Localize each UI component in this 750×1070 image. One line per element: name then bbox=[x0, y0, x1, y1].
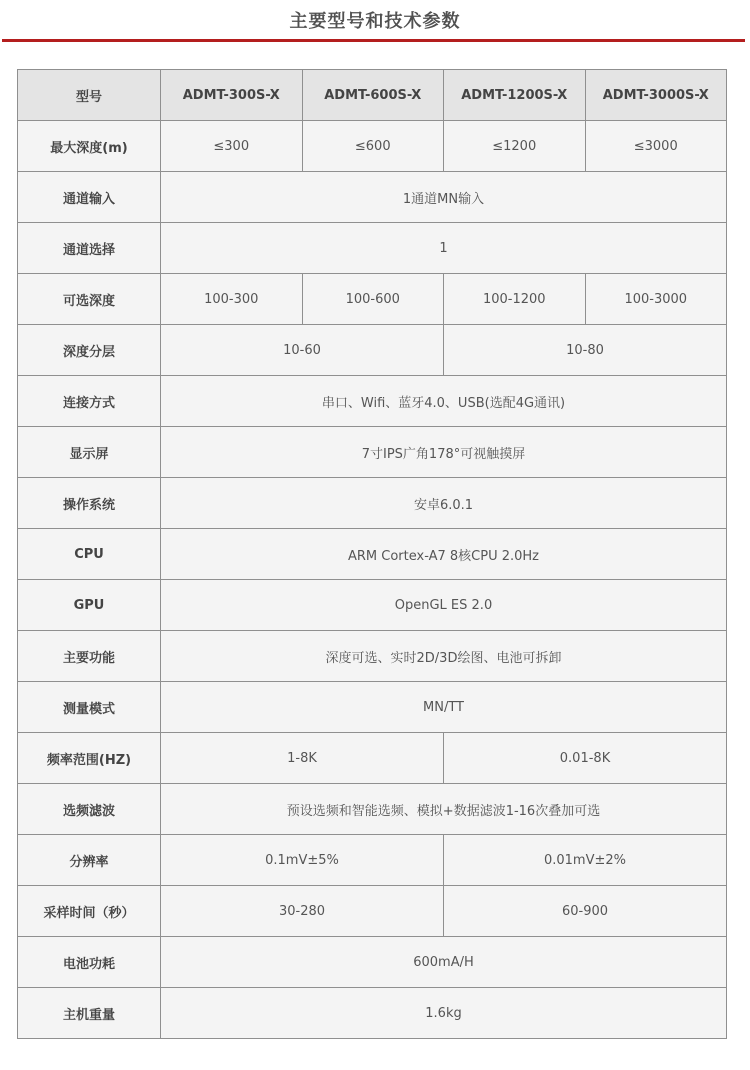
table-row bbox=[18, 478, 727, 529]
table-cell: 安卓6.0.1 bbox=[161, 478, 727, 529]
table-cell: 1.6kg bbox=[161, 988, 727, 1039]
row-label: 电池功耗 bbox=[18, 937, 161, 988]
table-cell: ≤600 bbox=[302, 121, 444, 172]
row-label: 最大深度(m) bbox=[18, 121, 161, 172]
table-row bbox=[18, 325, 727, 376]
header-model-cell: ADMT-3000S-X bbox=[585, 70, 727, 121]
table-row bbox=[18, 376, 727, 427]
row-label: 可选深度 bbox=[18, 274, 161, 325]
header-model-cell: ADMT-1200S-X bbox=[444, 70, 586, 121]
header-model-cell: ADMT-600S-X bbox=[302, 70, 444, 121]
row-label: 主机重量 bbox=[18, 988, 161, 1039]
row-label: GPU bbox=[18, 580, 161, 631]
table-cell: ARM Cortex-A7 8核CPU 2.0Hz bbox=[161, 529, 727, 580]
table-cell: 7寸IPS广角178°可视触摸屏 bbox=[161, 427, 727, 478]
table-cell: 1 bbox=[161, 223, 727, 274]
row-label: 测量模式 bbox=[18, 682, 161, 733]
table-cell: ≤300 bbox=[161, 121, 303, 172]
page-title: 主要型号和技术参数 bbox=[289, 11, 461, 32]
table-row bbox=[18, 427, 727, 478]
table-row bbox=[18, 529, 727, 580]
table-cell: 预设选频和智能选频、模拟+数据滤波1-16次叠加可选 bbox=[161, 784, 727, 835]
table-header-row bbox=[18, 70, 727, 121]
table-cell: OpenGL ES 2.0 bbox=[161, 580, 727, 631]
header-model-cell: ADMT-300S-X bbox=[161, 70, 303, 121]
table-cell: 100-600 bbox=[302, 274, 444, 325]
table-row bbox=[18, 223, 727, 274]
row-label: 分辨率 bbox=[18, 835, 161, 886]
row-label: 采样时间（秒） bbox=[18, 886, 161, 937]
table-cell: ≤3000 bbox=[585, 121, 727, 172]
table-row bbox=[18, 886, 727, 937]
table-row bbox=[18, 937, 727, 988]
table-row bbox=[18, 835, 727, 886]
table-cell: 30-280 bbox=[161, 886, 444, 937]
table-row bbox=[18, 172, 727, 223]
row-label: 选频滤波 bbox=[18, 784, 161, 835]
row-label: 通道输入 bbox=[18, 172, 161, 223]
table-row bbox=[18, 784, 727, 835]
table-cell: 深度可选、实时2D/3D绘图、电池可拆卸 bbox=[161, 631, 727, 682]
row-label: 频率范围(HZ) bbox=[18, 733, 161, 784]
table-cell: 100-1200 bbox=[444, 274, 586, 325]
row-label: 连接方式 bbox=[18, 376, 161, 427]
table-cell: 1通道MN输入 bbox=[161, 172, 727, 223]
table-cell: 10-60 bbox=[161, 325, 444, 376]
table-row bbox=[18, 121, 727, 172]
row-label: 深度分层 bbox=[18, 325, 161, 376]
table-row bbox=[18, 682, 727, 733]
table-row bbox=[18, 631, 727, 682]
table-cell: 100-300 bbox=[161, 274, 303, 325]
table-row bbox=[18, 274, 727, 325]
table-cell: 60-900 bbox=[444, 886, 727, 937]
row-label: CPU bbox=[18, 529, 161, 580]
header-label-cell: 型号 bbox=[18, 70, 161, 121]
table-cell: 0.1mV±5% bbox=[161, 835, 444, 886]
table-cell: ≤1200 bbox=[444, 121, 586, 172]
row-label: 通道选择 bbox=[18, 223, 161, 274]
table-cell: 串口、Wifi、蓝牙4.0、USB(选配4G通讯) bbox=[161, 376, 727, 427]
table-cell: 0.01mV±2% bbox=[444, 835, 727, 886]
table-cell: 600mA/H bbox=[161, 937, 727, 988]
table-cell: MN/TT bbox=[161, 682, 727, 733]
row-label: 操作系统 bbox=[18, 478, 161, 529]
title-divider bbox=[2, 39, 745, 42]
table-row bbox=[18, 733, 727, 784]
spec-table bbox=[17, 69, 727, 1039]
table-cell: 1-8K bbox=[161, 733, 444, 784]
table-cell: 100-3000 bbox=[585, 274, 727, 325]
table-cell: 10-80 bbox=[444, 325, 727, 376]
table-row bbox=[18, 988, 727, 1039]
table-cell: 0.01-8K bbox=[444, 733, 727, 784]
row-label: 主要功能 bbox=[18, 631, 161, 682]
table-row bbox=[18, 580, 727, 631]
row-label: 显示屏 bbox=[18, 427, 161, 478]
